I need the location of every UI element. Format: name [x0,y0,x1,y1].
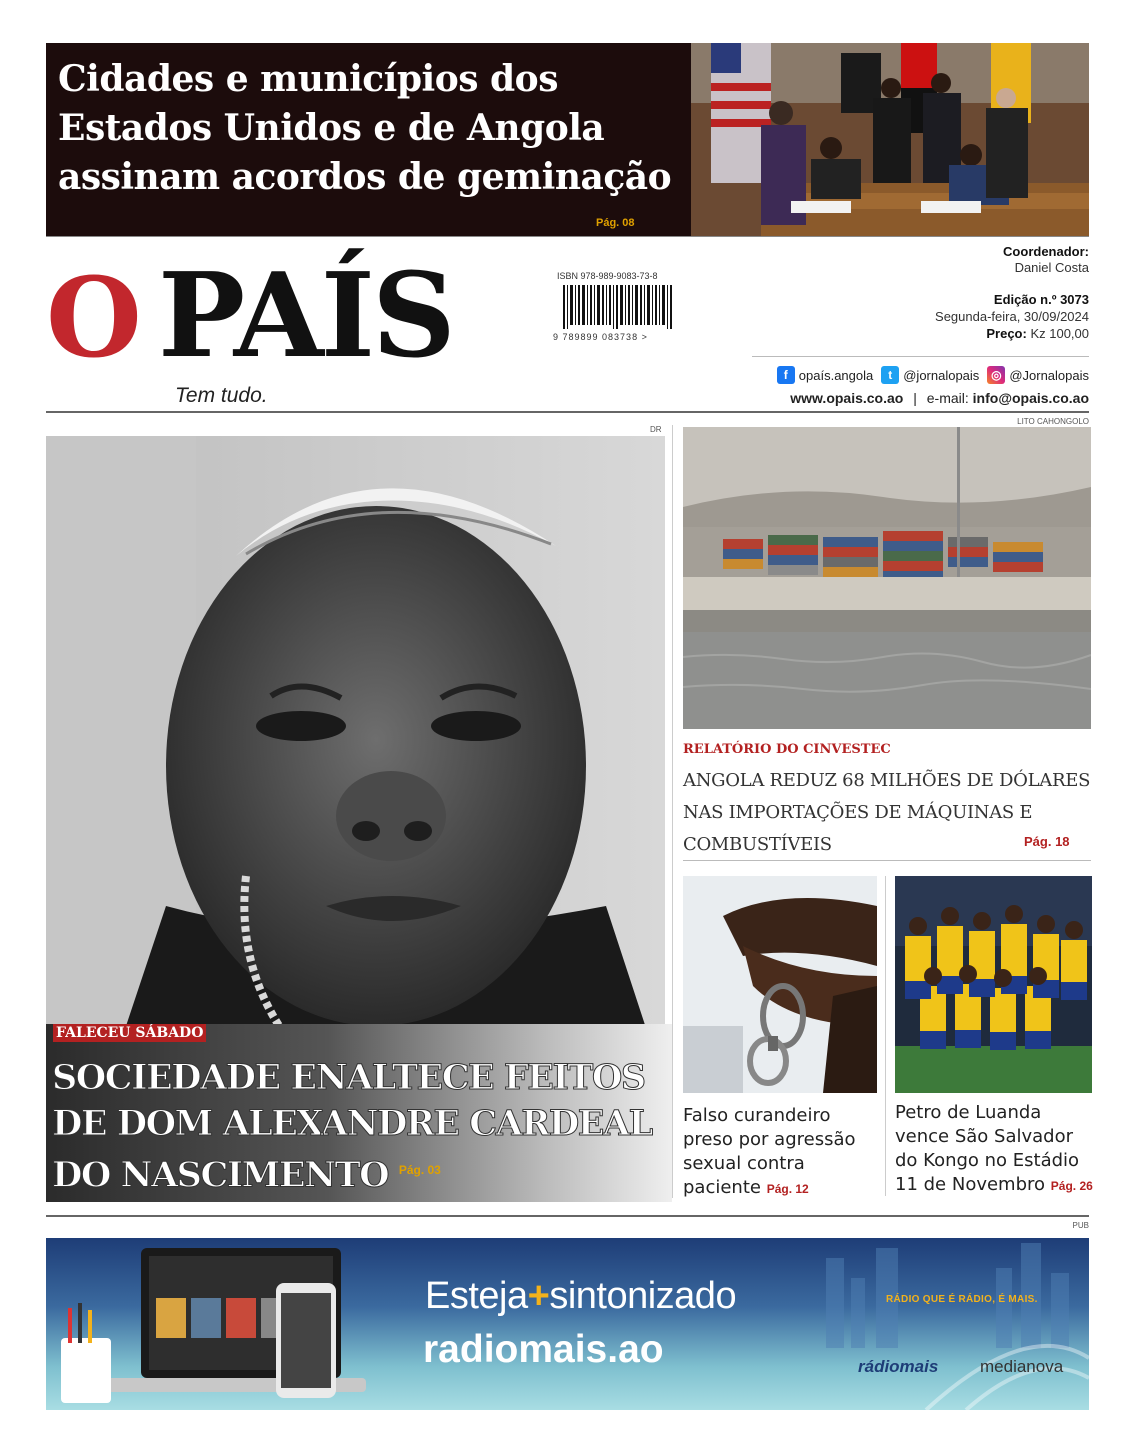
top-story-headline[interactable]: Cidades e municípios dos Estados Unidos e de Angola assinam acordos de geminação [58,58,672,198]
football-team-image [895,876,1092,1093]
contact-line: www.opais.co.ao | e-mail: info@opais.co.ao [790,390,1089,406]
logo-pais[interactable]: PAÍS [158,248,453,384]
football-story-photo[interactable] [895,876,1092,1093]
main-story-photo[interactable] [46,436,665,1086]
radiomais-logo: rádiomais [858,1357,939,1376]
instagram-icon: ◎ [987,366,1005,384]
logo-o[interactable]: O [46,253,138,382]
twitter-icon: t [881,366,899,384]
top-story-photo[interactable] [691,43,1089,237]
advert-artwork [46,1238,1089,1410]
email-label: e-mail: [926,390,969,406]
top-story-page-ref: Pág. 08 [596,217,635,229]
main-photo-credit: DR [650,425,662,434]
column-divider [672,425,673,1198]
facebook-link[interactable]: opaís.angola [798,367,874,383]
ad-website[interactable]: radiomais.ao [423,1328,664,1371]
football-story-headline[interactable]: Petro de Luanda vence São Salvador do Kongo no Estádio 11 de Novembro Pág. 26 [895,1102,1093,1195]
masthead-divider [752,356,1089,357]
cuff-story-page-ref: Pág. 12 [766,1182,809,1196]
masthead-divider-bottom [46,411,1089,413]
email-link[interactable]: info@opais.co.ao [972,390,1089,406]
website-link[interactable]: www.opais.co.ao [790,390,904,406]
twitter-link[interactable]: @jornalopais [903,367,980,383]
edition-date: Segunda-feira, 30/09/2024 [935,309,1089,324]
instagram-link[interactable]: @Jornalopais [1009,367,1089,383]
barcode-number: 9 789899 083738 > [553,332,648,342]
port-photo-credit: LITO CAHONGOLO [1017,417,1089,426]
top-divider [46,236,1089,237]
price: Preço: Kz 100,00 [986,326,1089,341]
port-story-divider [683,860,1091,861]
signing-ceremony-image [691,43,1089,237]
port-story-kicker: RELATÓRIO DO CINVESTEC [683,742,891,757]
container-port-image [683,427,1091,729]
cuff-story-photo[interactable] [683,876,877,1093]
coordinator-name: Daniel Costa [1014,260,1089,275]
port-story-photo[interactable] [683,427,1091,729]
medianova-logo: medianova [980,1357,1064,1376]
isbn: ISBN 978-989-9083-73-8 [557,271,658,281]
cardinal-portrait-image [46,436,665,1086]
football-story-page-ref: Pág. 26 [1050,1179,1093,1193]
radiomais-advert[interactable] [46,1238,1089,1410]
ad-tagline: RÁDIO QUE É RÁDIO, É MAIS. [886,1294,1038,1305]
barcode [563,285,673,329]
bottom-divider [46,1215,1089,1217]
social-links [777,366,1089,384]
facebook-icon: f [777,366,795,384]
handcuffs-image [683,876,877,1093]
small-column-divider [885,876,886,1196]
cuff-story-headline[interactable]: Falso curandeiro preso por agressão sexual contra paciente Pág. 12 [683,1105,856,1198]
coordinator-label: Coordenador: [1003,244,1089,259]
ad-slogan: Esteja+sintonizado [425,1275,737,1317]
main-story-page-ref: Pág. 03 [398,1163,441,1177]
main-story-headline[interactable]: SOCIEDADE ENALTECE FEITOS DE DOM ALEXANDRE CARDEAL DO NASCIMENTO $^{Pág. 03}$ [52,1057,652,1196]
port-story-headline[interactable]: ANGOLA REDUZ 68 MILHÕES DE DÓLARES NAS IMPORTAÇÕES DE MÁQUINAS E COMBUSTÍVEIS [683,770,1091,855]
ad-label: PUB [1072,1221,1089,1230]
port-story-page-ref: Pág. 18 [1024,834,1070,849]
edition-number: Edição n.º 3073 [993,292,1089,307]
logo-tagline: Tem tudo. [175,384,268,407]
main-story-kicker: FALECEU SÁBADO [53,1024,206,1042]
